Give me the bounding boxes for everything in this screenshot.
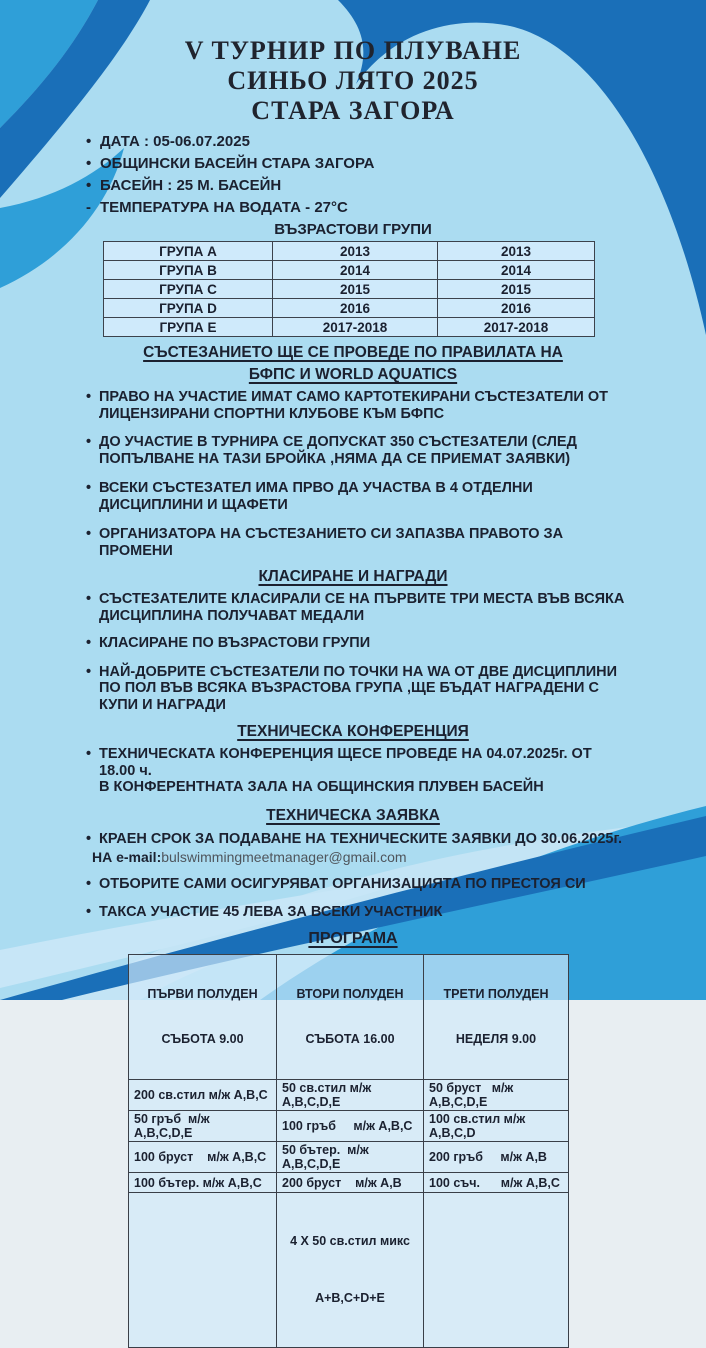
- program-column-subtitle: НЕДЕЛЯ 9.00: [455, 1032, 537, 1046]
- rules-heading-line2: БФПС И WORLD AQUATICS: [248, 366, 458, 383]
- rules-bullet-text: ВСЕКИ СЪСТЕЗАТЕЛ ИМА ПРВО ДА УЧАСТВА В 4 ОТДЕЛНИ ДИСЦИПЛИНИ И ЩАФЕТИ: [99, 480, 533, 513]
- program-event-cell: 50 бътер. м/ж А,В,С,D,Е: [277, 1142, 424, 1173]
- program-relay-line2: А+В,С+D+Е: [315, 1291, 385, 1305]
- age-table-row: [104, 299, 595, 318]
- info-pool: [86, 175, 706, 197]
- info-venue-text: ОБЩИНСКИ БАСЕЙН СТАРА ЗАГОРА: [100, 155, 375, 172]
- poster-title: [0, 36, 706, 126]
- entry-heading-text: ТЕХНИЧЕСКА ЗАЯВКА: [266, 806, 440, 824]
- age-group-cell: ГРУПА В: [104, 261, 273, 280]
- conference-heading-text: ТЕХНИЧЕСКА КОНФЕРЕНЦИЯ: [237, 723, 469, 740]
- rules-bullet: [86, 434, 628, 467]
- entry-bullet: [86, 904, 628, 921]
- age-table-row: [104, 280, 595, 299]
- info-temperature-text: ТЕМПЕРАТУРА НА ВОДАТА - 27°С: [100, 199, 348, 216]
- age-year-cell: 2013: [273, 242, 438, 261]
- age-year-cell: 2015: [273, 280, 438, 299]
- program-column-title: ТРЕТИ ПОЛУДЕН: [443, 987, 549, 1001]
- bullet-icon: •: [86, 591, 92, 607]
- program-column-header: [424, 955, 569, 1080]
- program-relay-line1: 4 Х 50 св.стил микс: [290, 1234, 410, 1248]
- bullet-icon: •: [86, 876, 92, 892]
- program-event-cell: 200 бруст м/ж А,В: [277, 1173, 424, 1193]
- bullet-icon: •: [86, 663, 92, 680]
- rules-heading: [0, 342, 706, 386]
- program-event-cell: 100 св.стил м/ж А,В,С,D: [424, 1111, 569, 1142]
- entry-bullet-text: ОТБОРИТЕ САМИ ОСИГУРЯВАТ ОРГАНИЗАЦИЯТА ПО ПРЕСТОЯ СИ: [99, 876, 586, 892]
- info-temperature: [86, 197, 706, 219]
- title-line-3: СТАРА ЗАГОРА: [251, 96, 455, 125]
- age-year-cell: 2017-2018: [438, 318, 595, 337]
- program-relay-row: [129, 1193, 569, 1348]
- age-group-cell: ГРУПА Е: [104, 318, 273, 337]
- email-address: bulswimmingmeetmanager@gmail.com: [161, 849, 407, 865]
- entry-bullets: [0, 876, 706, 920]
- age-year-cell: 2013: [438, 242, 595, 261]
- program-event-cell: 200 св.стил м/ж А,В,С: [129, 1080, 277, 1111]
- rules-bullet-text: ПРАВО НА УЧАСТИЕ ИМАТ САМО КАРТОТЕКИРАНИ СЪСТЕЗАТЕЛИ ОТ ЛИЦЕНЗИРАНИ СПОРТНИ КЛУБОВЕ КЪМ БФПС: [99, 389, 609, 422]
- bullet-icon: •: [86, 434, 92, 450]
- conference-bullet: [86, 746, 628, 779]
- program-column-subtitle: СЪБОТА 9.00: [161, 1032, 244, 1046]
- program-column-title: ПЪРВИ ПОЛУДЕН: [147, 987, 258, 1001]
- email-label: НА e-mail:: [92, 849, 162, 865]
- entry-block: [0, 831, 706, 848]
- info-pool-text: БАСЕЙН : 25 М. БАСЕЙН: [100, 177, 282, 194]
- program-row: [129, 1173, 569, 1193]
- program-row: [129, 1080, 569, 1111]
- bullet-icon: •: [86, 480, 92, 496]
- ranking-bullet-text: НАЙ-ДОБРИТЕ СЪСТЕЗАТЕЛИ ПО ТОЧКИ НА WA ОТ ДВЕ ДИСЦИПЛИНИ ПО ПОЛ ВЪВ ВСЯКА ВЪЗРАСТОВА ГРУПА ,ЩЕ БЪДАТ НАГРАДЕНИ С КУПИ И НАГРАДИ: [99, 663, 618, 713]
- bullet-icon: •: [86, 903, 96, 920]
- program-empty-cell: [129, 1193, 277, 1348]
- ranking-bullets: [0, 591, 706, 713]
- age-group-cell: ГРУПА А: [104, 242, 273, 261]
- rules-bullet-text: ОРГАНИЗАТОРА НА СЪСТЕЗАНИЕТО СИ ЗАПАЗВА ПРАВОТО ЗА ПРОМЕНИ: [99, 526, 564, 559]
- ranking-bullet-text: СЪСТЕЗАТЕЛИТЕ КЛАСИРАЛИ СЕ НА ПЪРВИТЕ ТРИ МЕСТА ВЪВ ВСЯКА ДИСЦИПЛИНА ПОЛУЧАВАТ МЕДАЛИ: [99, 591, 625, 624]
- ranking-bullet: [86, 664, 628, 714]
- age-year-cell: 2015: [438, 280, 595, 299]
- age-groups-heading: ВЪЗРАСТОВИ ГРУПИ: [274, 221, 432, 238]
- info-venue: [86, 153, 706, 175]
- program-event-cell: 100 съч. м/ж А,В,С: [424, 1173, 569, 1193]
- info-date: [86, 131, 706, 153]
- entry-bullet: [86, 876, 628, 893]
- program-column-header: [277, 955, 424, 1080]
- program-heading-text: ПРОГРАМА: [308, 930, 398, 947]
- program-row: [129, 1111, 569, 1142]
- program-relay-cell: [277, 1193, 424, 1348]
- rules-bullet: [86, 480, 628, 513]
- entry-heading: [0, 805, 706, 827]
- program-event-cell: 100 гръб м/ж А,В,С: [277, 1111, 424, 1142]
- age-table-row: [104, 318, 595, 337]
- ranking-heading-text: КЛАСИРАНЕ И НАГРАДИ: [258, 568, 448, 585]
- age-year-cell: 2014: [273, 261, 438, 280]
- program-row: [129, 1142, 569, 1173]
- bullet-icon: •: [86, 155, 92, 172]
- program-event-cell: 50 бруст м/ж А,В,С,D,Е: [424, 1080, 569, 1111]
- age-groups-table: [103, 241, 595, 337]
- bullet-icon: •: [86, 746, 92, 762]
- conference-line1: ТЕХНИЧЕСКАТА КОНФЕРЕНЦИЯ ЩЕСЕ ПРОВЕДЕ НА 04.07.2025г. ОТ 18.00 ч.: [99, 746, 592, 779]
- bullet-icon: •: [86, 635, 92, 651]
- conference-heading: [0, 721, 706, 743]
- rules-bullet: [86, 526, 628, 559]
- rules-bullets: [0, 389, 706, 559]
- ranking-heading: [0, 566, 706, 588]
- entry-bullet-text: ТАКСА УЧАСТИЕ 45 ЛЕВА ЗА ВСЕКИ УЧАСТНИК: [99, 903, 443, 920]
- ranking-bullet-text: КЛАСИРАНЕ ПО ВЪЗРАСТОВИ ГРУПИ: [99, 635, 371, 651]
- program-event-cell: 50 св.стил м/ж А,В,С,D,Е: [277, 1080, 424, 1111]
- age-table-row: [104, 261, 595, 280]
- rules-bullet-text: ДО УЧАСТИЕ В ТУРНИРА СЕ ДОПУСКАТ 350 СЪСТЕЗАТЕЛИ (СЛЕД ПОПЪЛВАНЕ НА ТАЗИ БРОЙКА ,НЯМА ДА СЕ ПРИЕМАТ ЗАЯВКИ): [99, 434, 577, 467]
- age-group-cell: ГРУПА D: [104, 299, 273, 318]
- program-empty-cell: [424, 1193, 569, 1348]
- age-year-cell: 2016: [273, 299, 438, 318]
- dash-icon: -: [86, 199, 91, 216]
- program-column-header: [129, 955, 277, 1080]
- bullet-icon: •: [86, 177, 92, 194]
- bullet-icon: •: [86, 830, 92, 847]
- entry-email-line: [92, 849, 706, 865]
- bullet-icon: •: [86, 389, 92, 405]
- program-event-cell: 100 бруст м/ж А,В,С: [129, 1142, 277, 1173]
- rules-heading-line1: СЪСТЕЗАНИЕТО ЩЕ СЕ ПРОВЕДЕ ПО ПРАВИЛАТА НА: [143, 344, 563, 361]
- program-column-subtitle: СЪБОТА 16.00: [305, 1032, 395, 1046]
- ranking-bullet: [86, 591, 628, 624]
- program-heading: [0, 928, 706, 950]
- program-event-cell: 50 гръб м/ж А,В,С,D,Е: [129, 1111, 277, 1142]
- title-line-2: СИНЬО ЛЯТО 2025: [227, 66, 479, 95]
- age-table-row: [104, 242, 595, 261]
- conference-block: [0, 746, 706, 779]
- age-year-cell: 2014: [438, 261, 595, 280]
- program-table: [128, 954, 569, 1348]
- bullet-icon: •: [86, 526, 92, 542]
- entry-deadline-text: КРАЕН СРОК ЗА ПОДАВАНЕ НА ТЕХНИЧЕСКИТЕ ЗАЯВКИ ДО 30.06.2025г.: [99, 830, 623, 847]
- age-year-cell: 2016: [438, 299, 595, 318]
- entry-deadline-bullet: [86, 831, 628, 848]
- ranking-bullet: [86, 635, 628, 652]
- event-info-list: [86, 131, 706, 219]
- conference-line2: В КОНФЕРЕНТНАТА ЗАЛА НА ОБЩИНСКИЯ ПЛУВЕН БАСЕЙН: [99, 779, 544, 795]
- rules-bullet: [86, 389, 628, 422]
- program-header-row: [129, 955, 569, 1080]
- age-year-cell: 2017-2018: [273, 318, 438, 337]
- program-column-title: ВТОРИ ПОЛУДЕН: [296, 987, 404, 1001]
- bullet-icon: •: [86, 133, 92, 150]
- program-event-cell: 100 бътер. м/ж А,В,С: [129, 1173, 277, 1193]
- title-line-1: V ТУРНИР ПО ПЛУВАНЕ: [184, 36, 522, 65]
- age-group-cell: ГРУПА С: [104, 280, 273, 299]
- info-date-text: ДАТА : 05-06.07.2025: [100, 133, 250, 150]
- program-event-cell: 200 гръб м/ж А,В: [424, 1142, 569, 1173]
